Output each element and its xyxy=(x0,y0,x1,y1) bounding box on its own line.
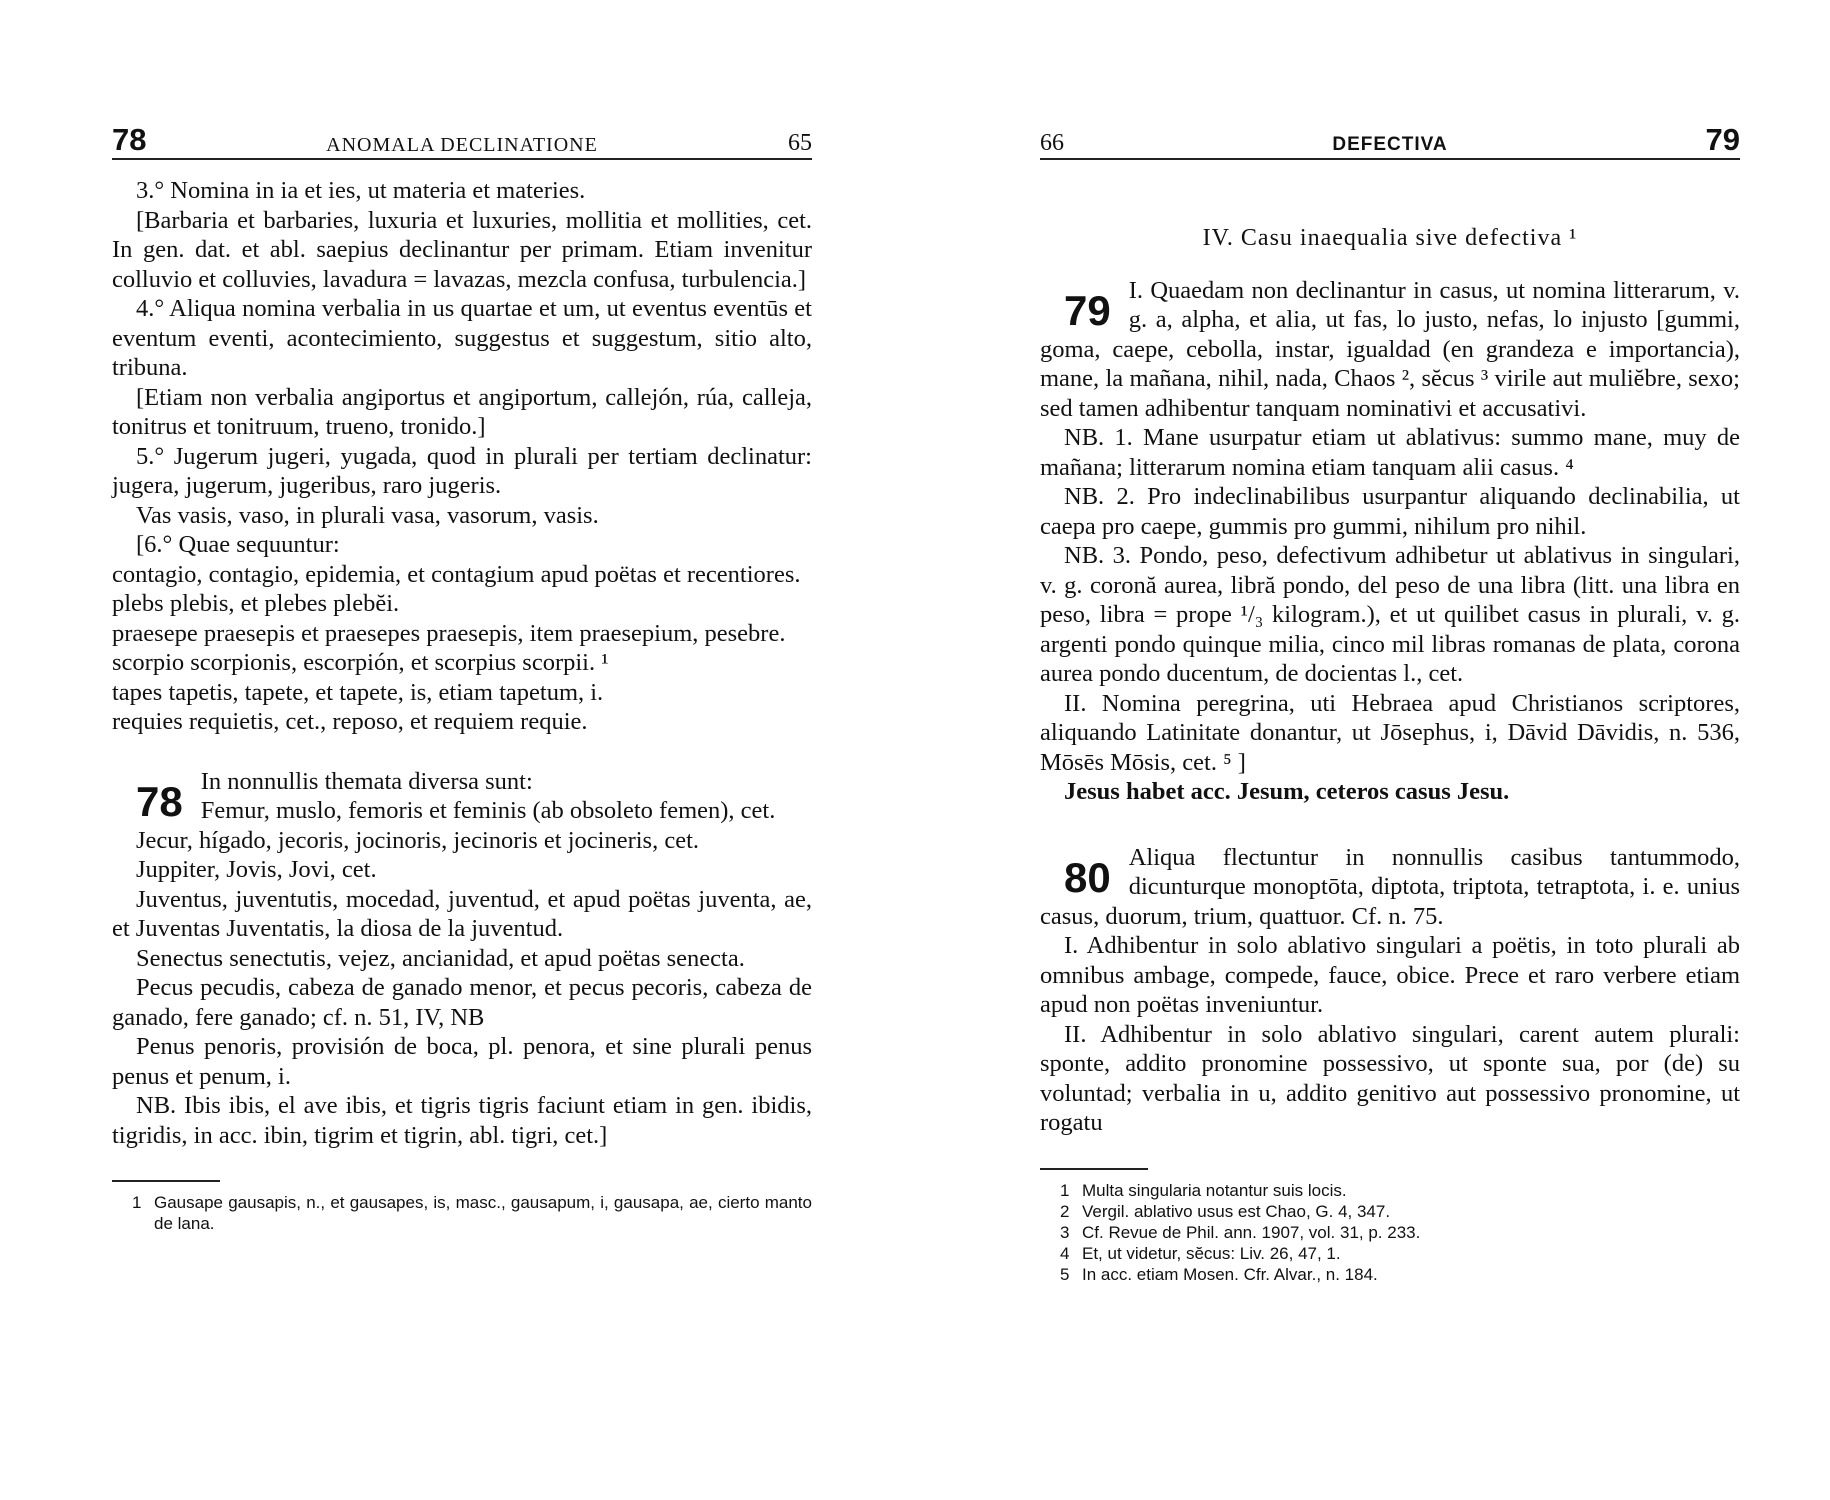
footnote-text: Multa singularia notantur suis locis. xyxy=(1082,1180,1347,1200)
paragraph: Pecus pecudis, cabeza de ganado menor, et pecus pecoris, cabeza de ganado, fere ganado; cf. n. 51, IV, NB xyxy=(112,974,812,1031)
paragraph: II. Nomina peregrina, uti Hebraea apud Christianos scriptores, aliquando Latinitate donantur, ut Jōsephus, i, Dāvid Dāvidis, n. 536, Mōsēs Mōsis, cet. ⁵ ] xyxy=(1040,689,1740,776)
paragraph: tapes tapetis, tapete, et tapete, is, etiam tapetum, i. xyxy=(112,678,604,706)
paragraph: I. Quaedam non declinantur in casus, ut nomina litterarum, v. g. a, alpha, et alia, ut fas, lo justo, nefas, lo injusto [gummi, goma, caepe, cebolla, instar, igualdad (en grandeza e importancia), mane, la mañana, nihil, nada, Chaos ², sĕcus ³ virile aut muliĕbre, sexo; sed tamen adhibentur tanquam nominativi et accusativi. xyxy=(1040,276,1740,422)
section-ref: 78 xyxy=(112,122,147,157)
chapter-heading: IV. Casu inaequalia sive defectiva ¹ xyxy=(1202,225,1578,251)
paragraph: Jecur, hígado, jecoris, jocinoris, jecinoris et jocineris, cet. xyxy=(136,826,700,854)
footnote-text: In acc. etiam Mosen. Cfr. Alvar., n. 184. xyxy=(1082,1264,1378,1284)
footnotes xyxy=(1040,1180,1740,1285)
paragraph: NB. Ibis ibis, el ave ibis, et tigris tigris faciunt etiam in gen. ibidis, tigridis, in acc. ibin, tigrim et tigrin, abl. tigri, cet.] xyxy=(112,1092,812,1149)
footnote-mark: 3 xyxy=(1060,1222,1070,1242)
footnote-mark: 2 xyxy=(1060,1201,1070,1221)
section-ref: 79 xyxy=(1705,122,1740,157)
running-header xyxy=(1040,118,1740,160)
paragraph: Penus penoris, provisión de boca, pl. penora, et sine plurali penus penus et penum, i. xyxy=(112,1033,812,1090)
paragraph: scorpio scorpionis, escorpión, et scorpius scorpii. ¹ xyxy=(112,649,609,676)
footnote-text: Cf. Revue de Phil. ann. 1907, vol. 31, p. 233. xyxy=(1082,1222,1421,1242)
footnote-text: Vergil. ablativo usus est Chao, G. 4, 347. xyxy=(1082,1201,1391,1221)
paragraph: Femur, muslo, femoris et feminis (ab obsoleto femen), cet. xyxy=(200,797,776,824)
paragraph: Aliqua flectuntur in nonnullis casibus tantummodo, dicunturque monoptōta, diptota, triptota, tetraptota, i. e. unius casus, duorum, trium, quattuor. Cf. n. 75. xyxy=(1040,843,1740,930)
running-header xyxy=(112,118,812,160)
left-page xyxy=(112,118,812,1234)
footnote xyxy=(1040,1243,1740,1264)
section-79 xyxy=(1040,276,1740,807)
footnote xyxy=(1040,1180,1740,1201)
paragraph: II. Adhibentur in solo ablativo singulari, carent autem plurali: sponte, addito pronomine possessivo, ut sponte sua, por (de) su voluntad; verbalia in u, addito genitivo aut possessivo pronomine, ut rogatu xyxy=(1040,1020,1740,1136)
section-number: 80 xyxy=(1064,853,1111,901)
paragraph: Juventus, juventutis, mocedad, juventud, et apud poëtas juventa, ae, et Juventas Juventatis, la diosa de la juventud. xyxy=(112,885,812,942)
paragraph: Jesus habet acc. Jesum, ceteros casus Jesu. xyxy=(1064,778,1510,805)
paragraph: [Etiam non verbalia angiportus et angiportum, callejón, rúa, calleja, tonitrus et tonitruum, trueno, tronido.] xyxy=(112,383,812,440)
running-title: DEFECTIVA xyxy=(1332,134,1448,155)
paragraph: [6.° Quae sequuntur: xyxy=(136,531,340,558)
paragraph: NB. 1. Mane usurpatur etiam ut ablativus: summo mane, muy de mañana; litterarum nomina etiam tanquam alii casus. ⁴ xyxy=(1040,424,1740,481)
paragraph: Senectus senectutis, vejez, ancianidad, et apud poëtas senecta. xyxy=(136,944,745,972)
footnote-rule xyxy=(112,1180,220,1182)
page-body xyxy=(112,176,812,1234)
footnote-mark: 1 xyxy=(1060,1180,1070,1200)
footnote-mark: 5 xyxy=(1060,1264,1070,1284)
footnote-mark: 4 xyxy=(1060,1243,1070,1263)
footnote-rule xyxy=(1040,1168,1148,1170)
footnote xyxy=(1040,1201,1740,1222)
paragraph: praesepe praesepis et praesepes praesepis, item praesepium, pesebre. xyxy=(112,619,786,647)
paragraph: Juppiter, Jovis, Jovi, cet. xyxy=(136,856,377,883)
footnote xyxy=(1040,1222,1740,1243)
right-page xyxy=(1040,118,1740,1285)
paragraph: In nonnullis themata diversa sunt: xyxy=(200,767,533,795)
footnotes xyxy=(112,1192,812,1234)
footnote-text: Gausape gausapis, n., et gausapes, is, masc., gausapum, i, gausapa, ae, cierto manto de lana. xyxy=(154,1193,812,1233)
page-body xyxy=(1040,224,1740,1285)
paragraph: NB. 3. Pondo, peso, defectivum adhibetur ut ablativus in singulari, v. g. coronă aurea, libră pondo, del peso de una libra (litt. una libra en peso, libra = prope ¹/₃ kilogram.), et ut quilibet casus in plurali, v. g. argenti pondo quinque milia, cinco mil libras romanas de plata, corona aurea pondo ducentum, de docientas l., cet. xyxy=(1040,542,1740,687)
section-number: 78 xyxy=(136,777,183,825)
paragraph: 4.° Aliqua nomina verbalia in us quartae et um, ut eventus eventūs et eventum eventi, acontecimiento, suggestus et suggestum, sitio alto, tribuna. xyxy=(112,295,812,381)
section-number: 79 xyxy=(1064,286,1111,334)
paragraph: 3.° Nomina in ia et ies, ut materia et materies. xyxy=(136,177,586,204)
page-number: 65 xyxy=(788,130,812,156)
section-80 xyxy=(1040,843,1740,1138)
page-number: 66 xyxy=(1040,130,1064,156)
paragraph: contagio, contagio, epidemia, et contagium apud poëtas et recentiores. xyxy=(112,560,801,588)
footnote-text: Et, ut videtur, sĕcus: Liv. 26, 47, 1. xyxy=(1082,1243,1341,1263)
footnote xyxy=(112,1192,812,1234)
section-78 xyxy=(112,767,812,1151)
footnote-mark: 1 xyxy=(132,1193,142,1212)
paragraph: plebs plebis, et plebes plebĕi. xyxy=(112,590,400,617)
running-title: ANOMALA DECLINATIONE xyxy=(326,134,598,156)
paragraph: I. Adhibentur in solo ablativo singulari a poëtis, in toto plurali ab omnibus ambage, compede, fauce, obice. Prece et raro verbere etiam apud non poëtas inveniuntur. xyxy=(1040,932,1740,1018)
footnote xyxy=(1040,1264,1740,1285)
paragraph: requies requietis, cet., reposo, et requiem requie. xyxy=(112,708,588,735)
paragraph: Vas vasis, vaso, in plurali vasa, vasorum, vasis. xyxy=(136,501,599,529)
paragraph: 5.° Jugerum jugeri, yugada, quod in plurali per tertiam declinatur: jugera, jugerum, jugeribus, raro jugeris. xyxy=(112,442,812,499)
paragraph: NB. 2. Pro indeclinabilibus usurpantur aliquando declinabilia, ut caepa pro caepe, gummis pro gummi, nihilum pro nihil. xyxy=(1040,483,1740,540)
paragraph: [Barbaria et barbaries, luxuria et luxuries, mollitia et mollities, cet. In gen. dat. et abl. saepius declinantur per primam. Etiam invenitur colluvio et colluvies, lavadura = lavazas, mezcla confusa, turbulencia.] xyxy=(112,206,812,293)
